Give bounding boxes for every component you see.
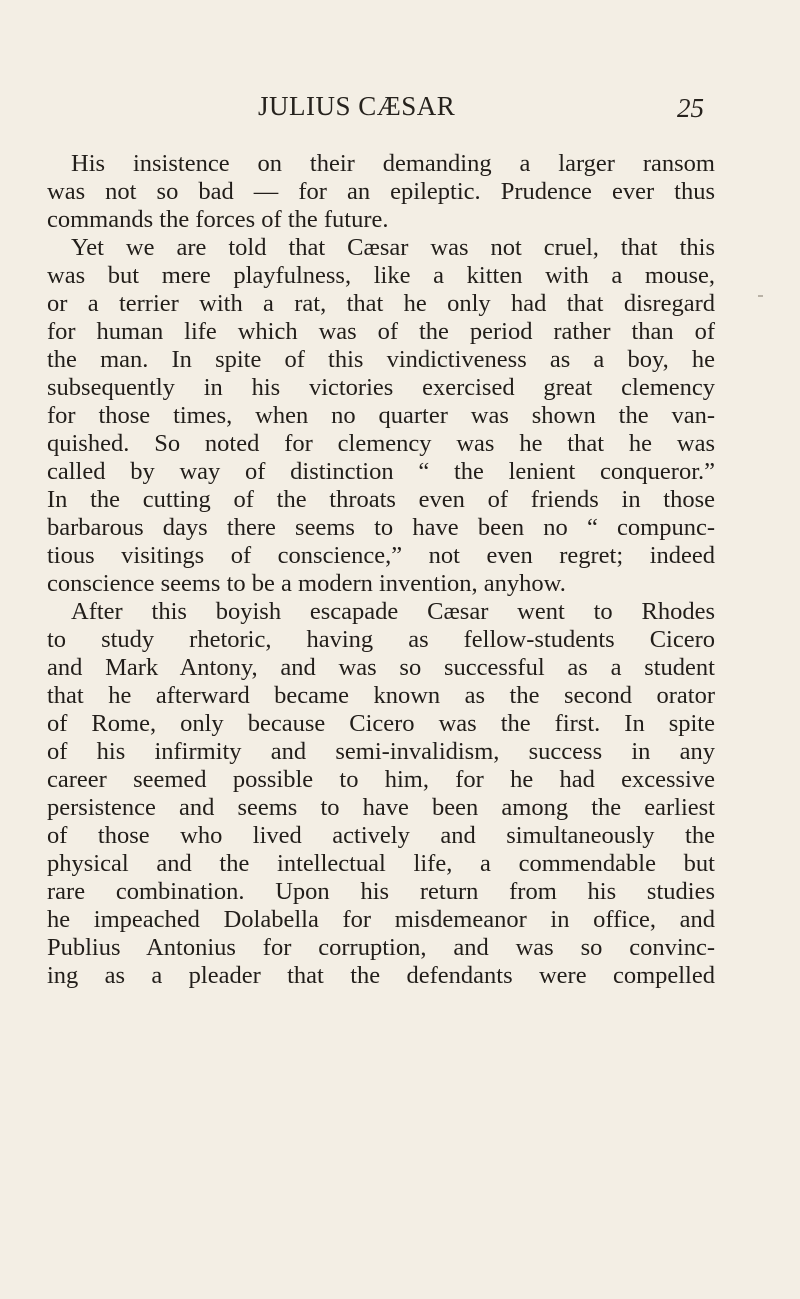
text-line: physical and the intellectual life, a commendable but (47, 850, 715, 877)
text-line: commands the forces of the future. (47, 206, 389, 233)
text-line: called by way of distinction “ the lenient conqueror.” (47, 458, 715, 485)
text-line: persistence and seems to have been among the earliest (47, 794, 715, 821)
text-line: Yet we are told that Cæsar was not cruel, that this (71, 234, 715, 261)
text-line: barbarous days there seems to have been no “ compunc- (47, 514, 715, 541)
text-line: conscience seems to be a modern invention, anyhow. (47, 570, 566, 597)
page-number: 25 (677, 93, 704, 123)
text-line: His insistence on their demanding a larger ransom (71, 150, 715, 177)
text-line: quished. So noted for clemency was he that he was (47, 430, 715, 457)
text-line: to study rhetoric, having as fellow-students Cicero (47, 626, 715, 653)
text-line: rare combination. Upon his return from his studies (47, 878, 715, 905)
text-line: tious visitings of conscience,” not even regret; indeed (47, 542, 715, 569)
text-line: career seemed possible to him, for he had excessive (47, 766, 715, 793)
text-line: Publius Antonius for corruption, and was so convinc- (47, 934, 715, 961)
body-text (47, 150, 715, 990)
text-line: subsequently in his victories exercised great clemency (47, 374, 715, 401)
text-line: In the cutting of the throats even of friends in those (47, 486, 715, 513)
text-line: he impeached Dolabella for misdemeanor in office, and (47, 906, 715, 933)
text-line: of Rome, only because Cicero was the first. In spite (47, 710, 715, 737)
text-line: of those who lived actively and simultaneously the (47, 822, 715, 849)
text-line: the man. In spite of this vindictiveness as a boy, he (47, 346, 715, 373)
text-line: or a terrier with a rat, that he only had that disregard (47, 290, 715, 317)
text-line: was not so bad — for an epileptic. Prudence ever thus (47, 178, 715, 205)
text-line: of his infirmity and semi-invalidism, success in any (47, 738, 715, 765)
text-line: was but mere playfulness, like a kitten with a mouse, (47, 262, 715, 289)
text-line: for those times, when no quarter was shown the van- (47, 402, 715, 429)
text-line: for human life which was of the period rather than of (47, 318, 715, 345)
text-line: that he afterward became known as the second orator (47, 682, 715, 709)
margin-mark (758, 295, 763, 297)
text-line: After this boyish escapade Cæsar went to Rhodes (71, 598, 715, 625)
page-header (0, 91, 800, 131)
running-head: JULIUS CÆSAR (258, 91, 456, 121)
text-line: ing as a pleader that the defendants were compelled (47, 962, 715, 989)
text-line: and Mark Antony, and was so successful as a student (47, 654, 715, 681)
